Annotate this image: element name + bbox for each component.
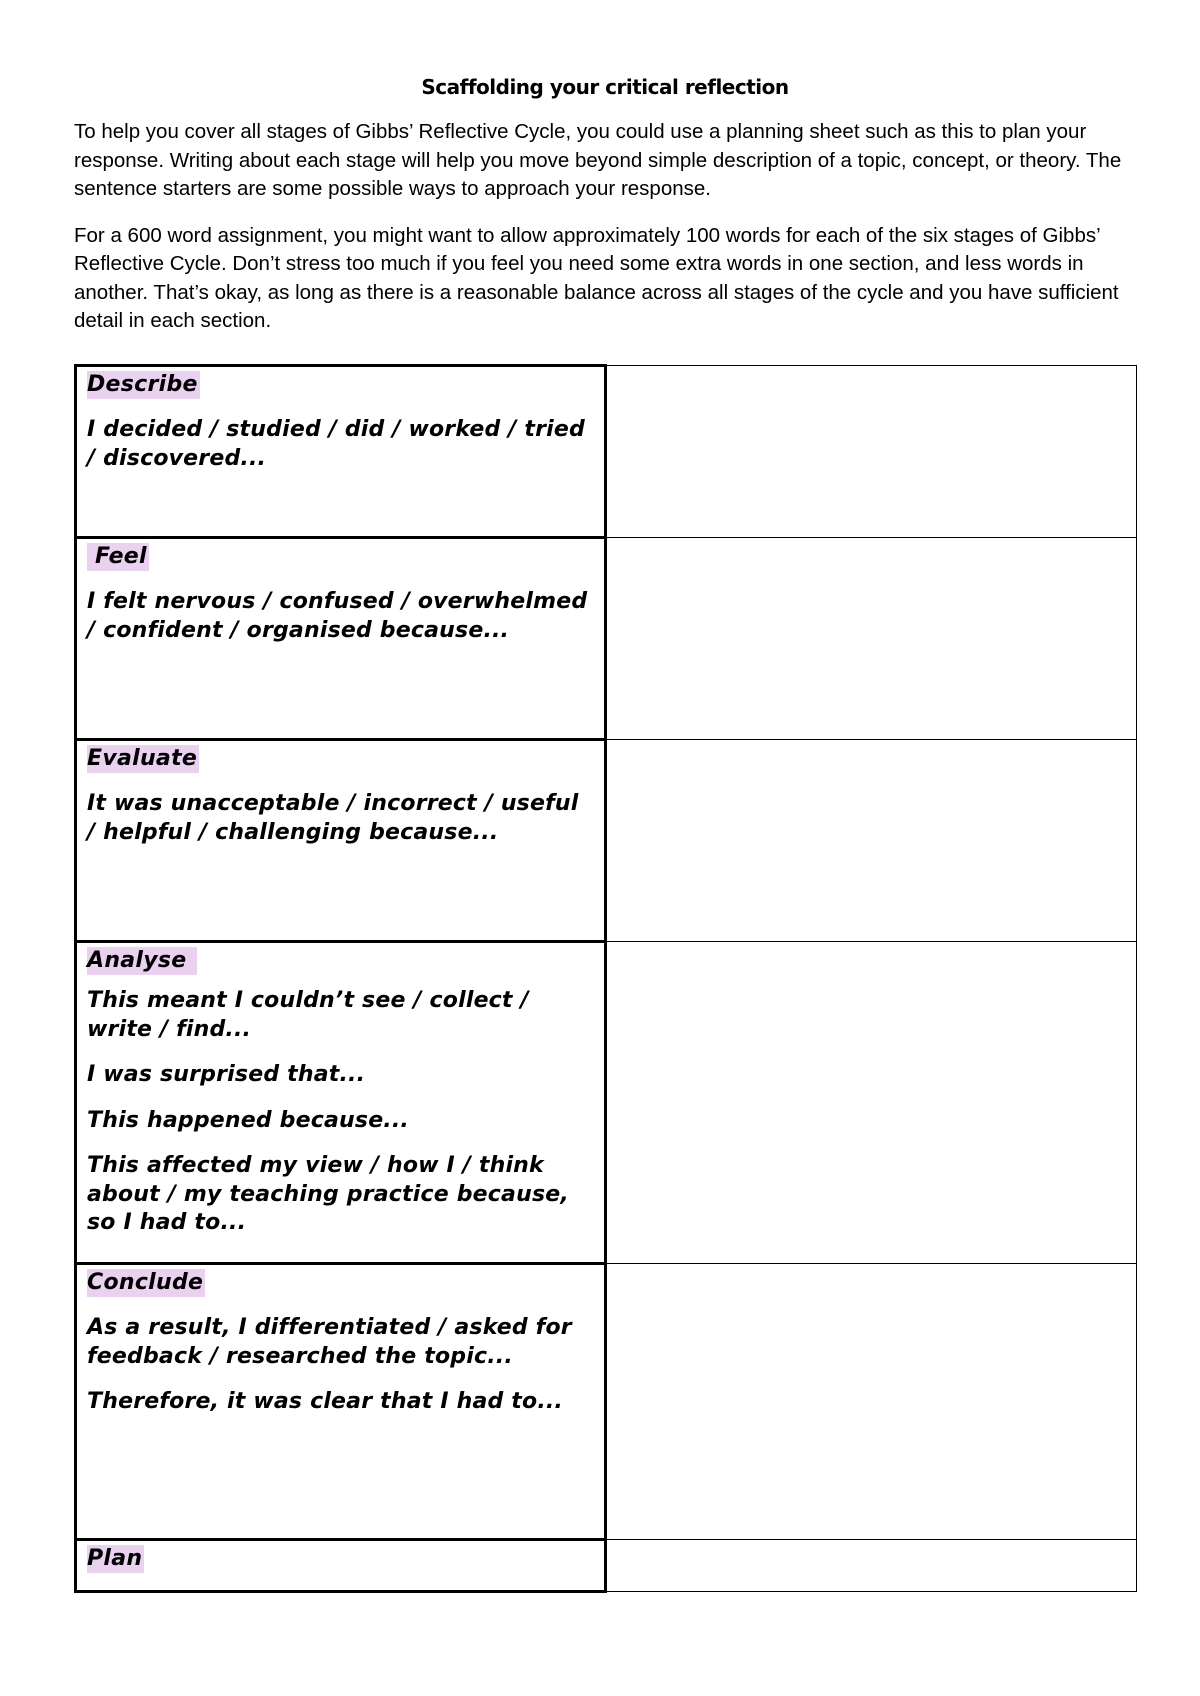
document-title: Scaffolding your critical reflection bbox=[421, 75, 789, 99]
answer-cell-feel[interactable] bbox=[606, 538, 1137, 740]
stage-heading-conclude: Conclude bbox=[87, 1270, 204, 1295]
stage-heading-feel: Feel bbox=[87, 544, 147, 569]
stage-cell-describe bbox=[76, 366, 606, 538]
stage-row-describe bbox=[76, 366, 1137, 538]
prompt-analyse-4: This affected my view / how I / think about / my teaching practice because, so I had to... bbox=[87, 1153, 569, 1235]
answer-cell-analyse[interactable] bbox=[606, 942, 1137, 1264]
answer-cell-evaluate[interactable] bbox=[606, 740, 1137, 942]
reflection-planning-table bbox=[74, 364, 1137, 1593]
prompt-analyse-2: I was surprised that... bbox=[87, 1062, 366, 1087]
stage-cell-plan bbox=[76, 1540, 606, 1592]
prompt-feel-1: I felt nervous / confused / overwhelmed / confident / organised because... bbox=[87, 589, 588, 643]
intro-paragraph-1: To help you cover all stages of Gibbs’ Reflective Cycle, you could use a planning sheet such as this to plan your response. Writing about each stage will help you move beyond simple description of a topic, concept, or theory. The sentence starters are some possible ways to approach your response. bbox=[74, 120, 1122, 200]
stage-row-conclude bbox=[76, 1264, 1137, 1540]
stage-cell-evaluate bbox=[76, 740, 606, 942]
stage-heading-evaluate: Evaluate bbox=[87, 746, 198, 771]
answer-cell-plan[interactable] bbox=[606, 1540, 1137, 1592]
stage-row-feel bbox=[76, 538, 1137, 740]
prompt-analyse-3: This happened because... bbox=[87, 1107, 409, 1133]
prompt-describe-1: I decided / studied / did / worked / tried / discovered... bbox=[87, 417, 585, 471]
answer-cell-conclude[interactable] bbox=[606, 1264, 1137, 1540]
answer-cell-describe[interactable] bbox=[606, 366, 1137, 538]
prompt-conclude-1: As a result, I differentiated / asked for feedback / researched the topic... bbox=[87, 1315, 572, 1369]
stage-heading-plan: Plan bbox=[87, 1546, 143, 1571]
document-page bbox=[74, 0, 1136, 336]
stage-row-evaluate bbox=[76, 740, 1137, 942]
stage-heading-describe: Describe bbox=[87, 372, 198, 397]
stage-row-plan bbox=[76, 1540, 1137, 1592]
prompt-conclude-2: Therefore, it was clear that I had to... bbox=[87, 1389, 563, 1414]
stage-cell-analyse bbox=[76, 942, 606, 1264]
prompt-analyse-1: This meant I couldn’t see / collect / write / find... bbox=[87, 988, 529, 1042]
prompt-evaluate-1: It was unacceptable / incorrect / useful / helpful / challenging because... bbox=[87, 791, 579, 845]
stage-cell-conclude bbox=[76, 1264, 606, 1540]
stage-cell-feel bbox=[76, 538, 606, 740]
stage-heading-analyse: Analyse bbox=[87, 948, 195, 973]
intro-paragraph-2: For a 600 word assignment, you might want to allow approximately 100 words for each of the six stages of Gibbs’ Reflective Cycle. Don’t stress too much if you feel you need some extra words in one section, and less words in another. That’s okay, as long as there is a reasonable balance across all stages of the cycle and you have sufficient detail in each section. bbox=[74, 223, 1119, 332]
stage-row-analyse bbox=[76, 942, 1137, 1264]
